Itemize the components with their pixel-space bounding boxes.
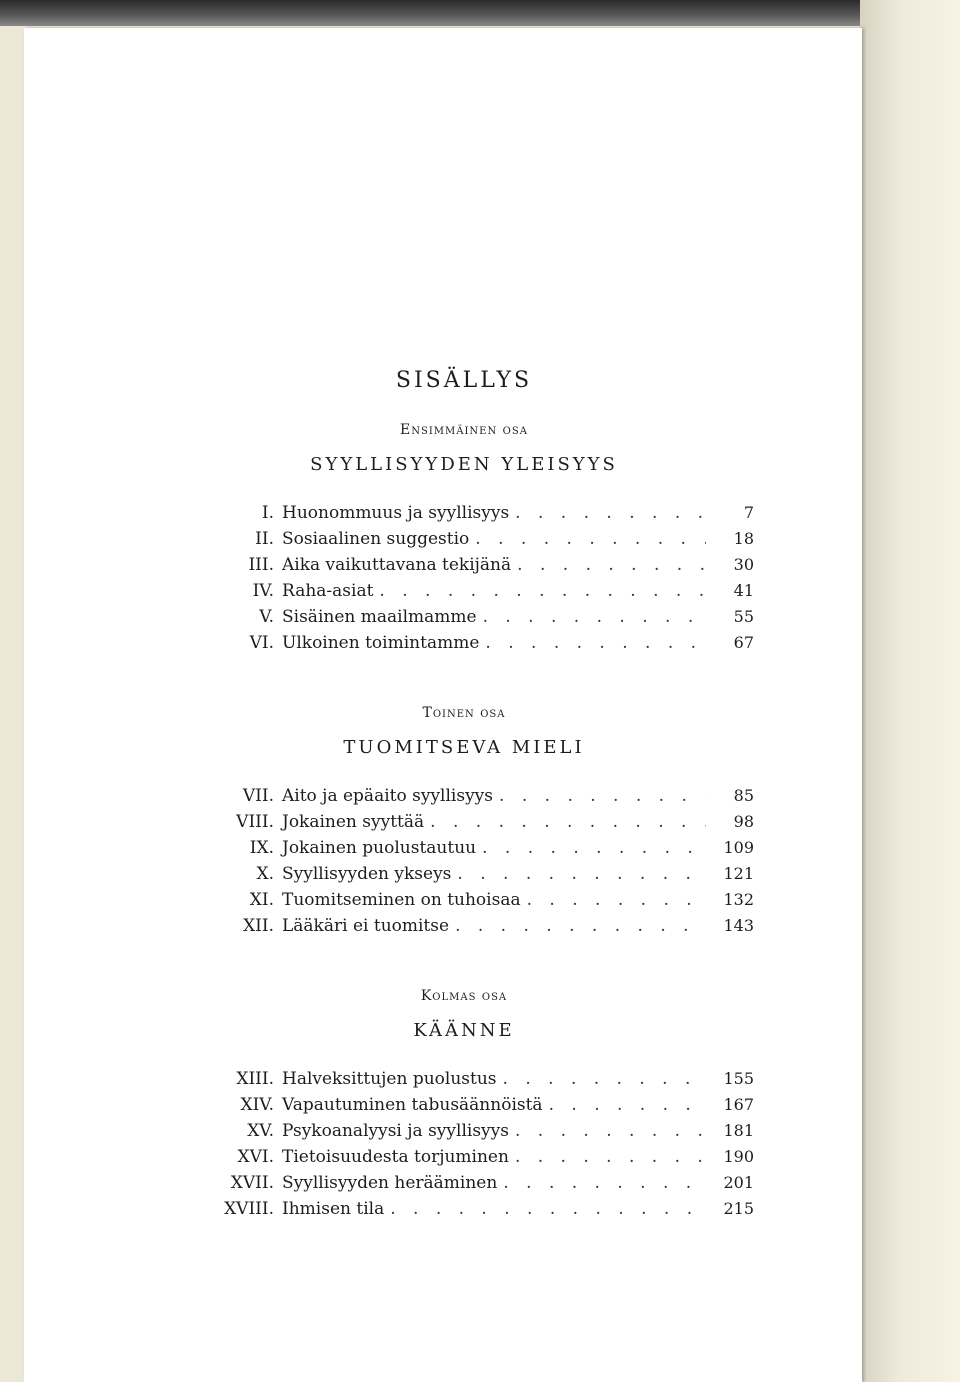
chapter-number: III. — [248, 555, 274, 575]
part-title: TUOMITSEVA MIELI — [343, 737, 585, 758]
chapter-number: XII. — [243, 916, 274, 936]
page-number: 41 — [733, 581, 754, 600]
page-number: 155 — [723, 1069, 754, 1088]
chapter-entry — [174, 503, 754, 529]
chapter-title: Raha-asiat — [282, 581, 374, 601]
chapter-number: XIV. — [240, 1095, 274, 1115]
dot-leader — [509, 1147, 706, 1167]
chapter-entry — [174, 1121, 754, 1147]
chapter-number: IX. — [249, 838, 274, 858]
page-number: 85 — [733, 786, 754, 805]
chapter-number: XIII. — [236, 1069, 274, 1089]
page-number: 55 — [733, 607, 754, 626]
scan-top-edge — [0, 0, 960, 26]
page-number: 167 — [723, 1095, 754, 1114]
dot-leader — [493, 786, 706, 806]
chapter-entry — [174, 1095, 754, 1121]
chapter-entry — [174, 786, 754, 812]
page-number: 98 — [733, 812, 754, 831]
chapter-title: Ulkoinen toimintamme — [282, 633, 480, 653]
chapter-number: IV. — [252, 581, 274, 601]
chapter-number: XVII. — [230, 1173, 274, 1193]
dot-leader — [384, 1199, 706, 1219]
toc-title: SISÄLLYS — [395, 368, 533, 393]
chapter-title: Tuomitseminen on tuhoisaa — [282, 890, 521, 910]
chapter-number: XI. — [249, 890, 274, 910]
page-number: 181 — [723, 1121, 754, 1140]
dot-leader — [521, 890, 706, 910]
chapter-title: Sosiaalinen suggestio — [282, 529, 470, 549]
chapter-list — [174, 786, 754, 942]
chapter-entry — [174, 581, 754, 607]
part-spacer — [174, 942, 754, 974]
chapter-title: Jokainen syyttää — [282, 812, 425, 832]
chapter-title: Halveksittujen puolustus — [282, 1069, 497, 1089]
book-cover-edge — [860, 0, 960, 1382]
toc-part — [174, 988, 754, 1225]
part-title: KÄÄNNE — [413, 1020, 515, 1041]
chapter-number: VIII. — [236, 812, 274, 832]
page-number: 30 — [733, 555, 754, 574]
dot-leader — [511, 555, 706, 575]
chapter-number: XVI. — [237, 1147, 274, 1167]
chapter-entry — [174, 916, 754, 942]
page-number: 18 — [733, 529, 754, 548]
chapter-entry — [174, 1069, 754, 1095]
page-number: 190 — [723, 1147, 754, 1166]
dot-leader — [497, 1173, 706, 1193]
book-page — [24, 28, 862, 1382]
chapter-title: Lääkäri ei tuomitse — [282, 916, 450, 936]
chapter-entry — [174, 1147, 754, 1173]
dot-leader — [424, 812, 706, 832]
chapter-entry — [174, 633, 754, 659]
chapter-number: I. — [261, 503, 274, 523]
dot-leader — [543, 1095, 706, 1115]
chapter-list — [174, 1069, 754, 1225]
chapter-title: Syyllisyyden herääminen — [282, 1173, 498, 1193]
dot-leader — [476, 838, 706, 858]
chapter-number: XVIII. — [224, 1199, 274, 1219]
chapter-title: Sisäinen maailmamme — [282, 607, 477, 627]
page-number: 7 — [743, 503, 754, 522]
dot-leader — [497, 1069, 706, 1089]
chapter-entry — [174, 1173, 754, 1199]
dot-leader — [469, 529, 706, 549]
chapter-number: XV. — [247, 1121, 274, 1141]
page-number: 143 — [723, 916, 754, 935]
chapter-title: Vapautuminen tabusäännöistä — [282, 1095, 543, 1115]
chapter-entry — [174, 607, 754, 633]
chapter-entry — [174, 812, 754, 838]
chapter-number: VI. — [249, 633, 274, 653]
chapter-number: II. — [255, 529, 274, 549]
dot-leader — [449, 916, 706, 936]
dot-leader — [477, 607, 706, 627]
chapter-title: Syyllisyyden ykseys — [282, 864, 452, 884]
chapter-entry — [174, 890, 754, 916]
page-number: 215 — [723, 1199, 754, 1218]
part-label: Toinen osa — [422, 705, 506, 721]
chapter-number: VII. — [242, 786, 274, 806]
dot-leader — [509, 1121, 706, 1141]
page-number: 109 — [723, 838, 754, 857]
part-title: SYYLLISYYDEN YLEISYYS — [310, 454, 618, 475]
dot-leader — [451, 864, 706, 884]
chapter-entry — [174, 529, 754, 555]
part-label: Ensimmäinen osa — [400, 422, 528, 438]
chapter-title: Aika vaikuttavana tekijänä — [282, 555, 512, 575]
chapter-entry — [174, 864, 754, 890]
page-number: 132 — [723, 890, 754, 909]
dot-leader — [479, 633, 706, 653]
chapter-number: V. — [259, 607, 274, 627]
chapter-entry — [174, 838, 754, 864]
chapter-title: Psykoanalyysi ja syyllisyys — [282, 1121, 509, 1141]
chapter-number: X. — [256, 864, 274, 884]
table-of-contents — [174, 348, 754, 1225]
part-spacer — [174, 659, 754, 691]
chapter-title: Ihmisen tila — [282, 1199, 385, 1219]
chapter-title: Aito ja epäaito syyllisyys — [282, 786, 494, 806]
page-number: 121 — [723, 864, 754, 883]
dot-leader — [509, 503, 706, 523]
chapter-title: Tietoisuudesta torjuminen — [282, 1147, 509, 1167]
toc-part — [174, 422, 754, 691]
chapter-entry — [174, 1199, 754, 1225]
chapter-title: Jokainen puolustautuu — [282, 838, 477, 858]
page-number: 201 — [723, 1173, 754, 1192]
toc-part — [174, 705, 754, 974]
page-number: 67 — [733, 633, 754, 652]
chapter-list — [174, 503, 754, 659]
dot-leader — [373, 581, 706, 601]
part-label: Kolmas osa — [420, 988, 508, 1004]
chapter-entry — [174, 555, 754, 581]
chapter-title: Huonommuus ja syyllisyys — [282, 503, 510, 523]
toc-parts — [174, 422, 754, 1225]
